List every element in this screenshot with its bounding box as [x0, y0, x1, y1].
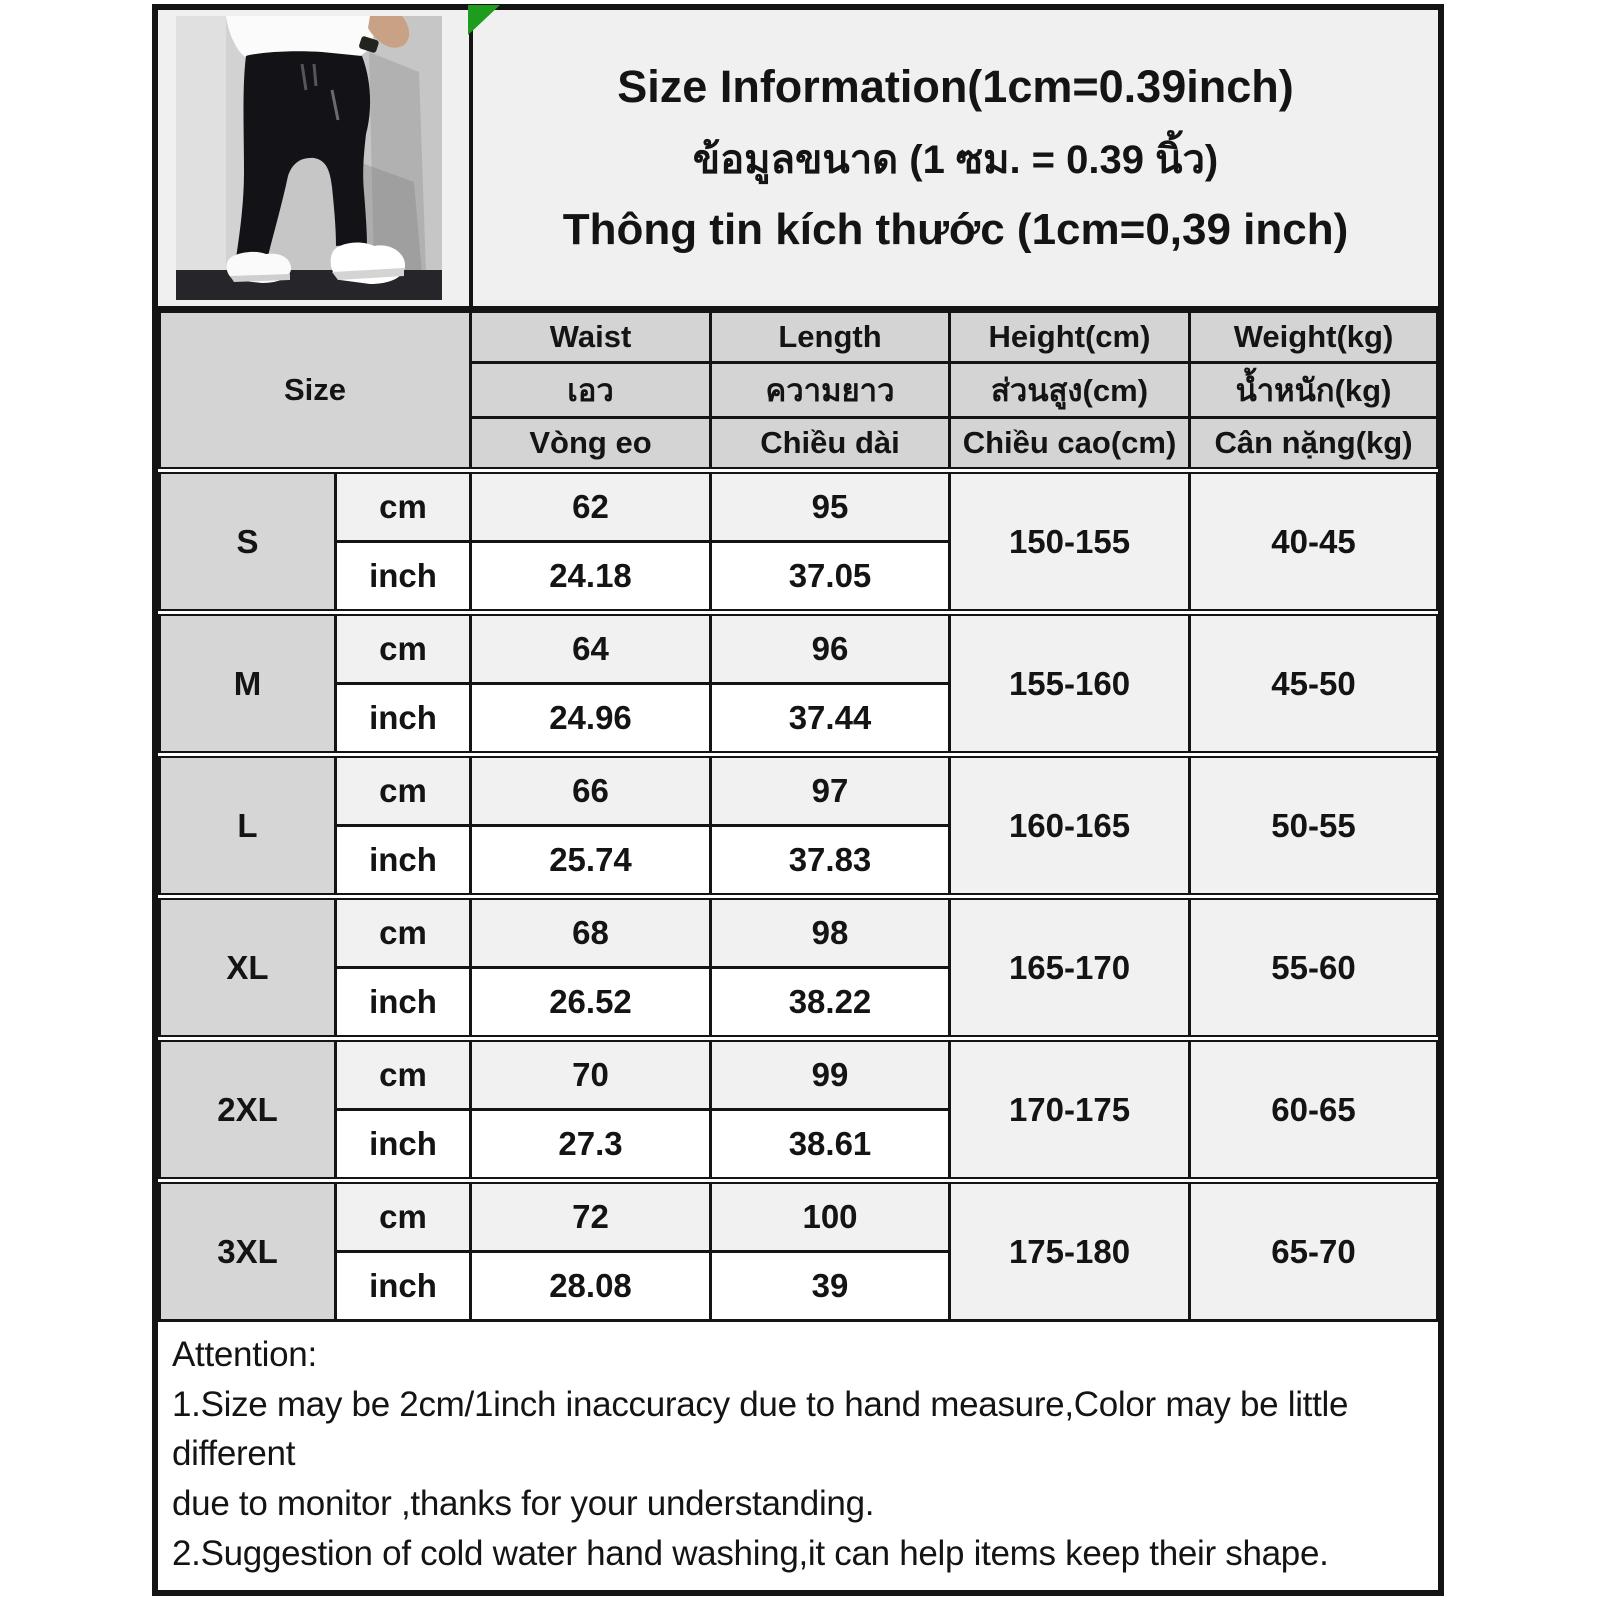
unit-inch-cell: inch — [336, 968, 471, 1039]
height-range: 155-160 — [950, 613, 1190, 755]
table-row-3xl-cm — [160, 1181, 1438, 1252]
height-range: 175-180 — [950, 1181, 1190, 1321]
header-height-th: ส่วนสูง(cm) — [950, 363, 1190, 418]
header-height-vi: Chiều cao(cm) — [950, 418, 1190, 471]
jogger-pants-photo-illustration — [164, 12, 464, 304]
table-row-xl-cm — [160, 897, 1438, 968]
size-cell-s: S — [160, 471, 336, 613]
waist-inch-value: 27.3 — [471, 1110, 711, 1181]
top-section — [158, 10, 1438, 310]
size-cell-l: L — [160, 755, 336, 897]
unit-inch-cell: inch — [336, 1110, 471, 1181]
header-height-en: Height(cm) — [950, 312, 1190, 363]
length-inch-value: 37.44 — [711, 684, 950, 755]
size-chart-sheet — [152, 4, 1444, 1596]
unit-cm-cell: cm — [336, 1039, 471, 1110]
header-row-english — [160, 312, 1438, 363]
length-inch-value: 38.61 — [711, 1110, 950, 1181]
size-column-header: Size — [160, 312, 471, 471]
weight-range: 40-45 — [1190, 471, 1438, 613]
waist-inch-value: 25.74 — [471, 826, 711, 897]
unit-cm-cell: cm — [336, 1181, 471, 1252]
height-range: 170-175 — [950, 1039, 1190, 1181]
header-length-th: ความยาว — [711, 363, 950, 418]
attention-line-2: due to monitor ,thanks for your understanding. — [172, 1484, 875, 1524]
header-waist-en: Waist — [471, 312, 711, 363]
weight-range: 60-65 — [1190, 1039, 1438, 1181]
table-row-m-cm — [160, 613, 1438, 684]
title-thai: ข้อมูลขนาด (1 ซม. = 0.39 นิ้ว) — [692, 138, 1219, 182]
table-row-2xl-cm — [160, 1039, 1438, 1110]
waist-inch-value: 24.18 — [471, 542, 711, 613]
title-block — [473, 10, 1438, 306]
title-english: Size Information(1cm=0.39inch) — [617, 61, 1294, 112]
title-vietnamese: Thông tin kích thước (1cm=0,39 inch) — [562, 205, 1349, 254]
attention-heading: Attention: — [172, 1335, 317, 1374]
header-waist-vi: Vòng eo — [471, 418, 711, 471]
unit-cm-cell: cm — [336, 755, 471, 826]
length-inch-value: 38.22 — [711, 968, 950, 1039]
unit-inch-cell: inch — [336, 1252, 471, 1321]
waist-inch-value: 24.96 — [471, 684, 711, 755]
unit-cm-cell: cm — [336, 897, 471, 968]
waist-cm-value: 68 — [471, 897, 711, 968]
weight-range: 55-60 — [1190, 897, 1438, 1039]
size-cell-3xl: 3XL — [160, 1181, 336, 1321]
length-inch-value: 37.83 — [711, 826, 950, 897]
header-weight-vi: Cân nặng(kg) — [1190, 418, 1438, 471]
table-row-l-cm — [160, 755, 1438, 826]
attention-line-3: 2.Suggestion of cold water hand washing,it can help items keep their shape. — [172, 1533, 1329, 1573]
waist-inch-value: 26.52 — [471, 968, 711, 1039]
attention-section — [158, 1322, 1438, 1590]
unit-cm-cell: cm — [336, 613, 471, 684]
unit-inch-cell: inch — [336, 542, 471, 613]
waist-cm-value: 64 — [471, 613, 711, 684]
attention-line-1: 1.Size may be 2cm/1inch inaccuracy due to hand measure,Color may be little different — [172, 1384, 1349, 1474]
height-range: 160-165 — [950, 755, 1190, 897]
waist-cm-value: 70 — [471, 1039, 711, 1110]
table-row-s-cm — [160, 471, 1438, 542]
header-waist-th: เอว — [471, 363, 711, 418]
size-cell-2xl: 2XL — [160, 1039, 336, 1181]
waist-cm-value: 72 — [471, 1181, 711, 1252]
length-cm-value: 99 — [711, 1039, 950, 1110]
product-photo — [158, 10, 473, 306]
size-table — [158, 310, 1439, 1322]
weight-range: 65-70 — [1190, 1181, 1438, 1321]
waist-cm-value: 66 — [471, 755, 711, 826]
length-cm-value: 97 — [711, 755, 950, 826]
height-range: 165-170 — [950, 897, 1190, 1039]
length-inch-value: 39 — [711, 1252, 950, 1321]
length-cm-value: 95 — [711, 471, 950, 542]
length-cm-value: 100 — [711, 1181, 950, 1252]
size-cell-m: M — [160, 613, 336, 755]
waist-inch-value: 28.08 — [471, 1252, 711, 1321]
header-weight-th: น้ำหนัก(kg) — [1190, 363, 1438, 418]
header-length-vi: Chiều dài — [711, 418, 950, 471]
unit-inch-cell: inch — [336, 684, 471, 755]
length-cm-value: 96 — [711, 613, 950, 684]
length-inch-value: 37.05 — [711, 542, 950, 613]
length-cm-value: 98 — [711, 897, 950, 968]
height-range: 150-155 — [950, 471, 1190, 613]
unit-inch-cell: inch — [336, 826, 471, 897]
weight-range: 45-50 — [1190, 613, 1438, 755]
unit-cm-cell: cm — [336, 471, 471, 542]
waist-cm-value: 62 — [471, 471, 711, 542]
size-cell-xl: XL — [160, 897, 336, 1039]
header-length-en: Length — [711, 312, 950, 363]
weight-range: 50-55 — [1190, 755, 1438, 897]
header-weight-en: Weight(kg) — [1190, 312, 1438, 363]
